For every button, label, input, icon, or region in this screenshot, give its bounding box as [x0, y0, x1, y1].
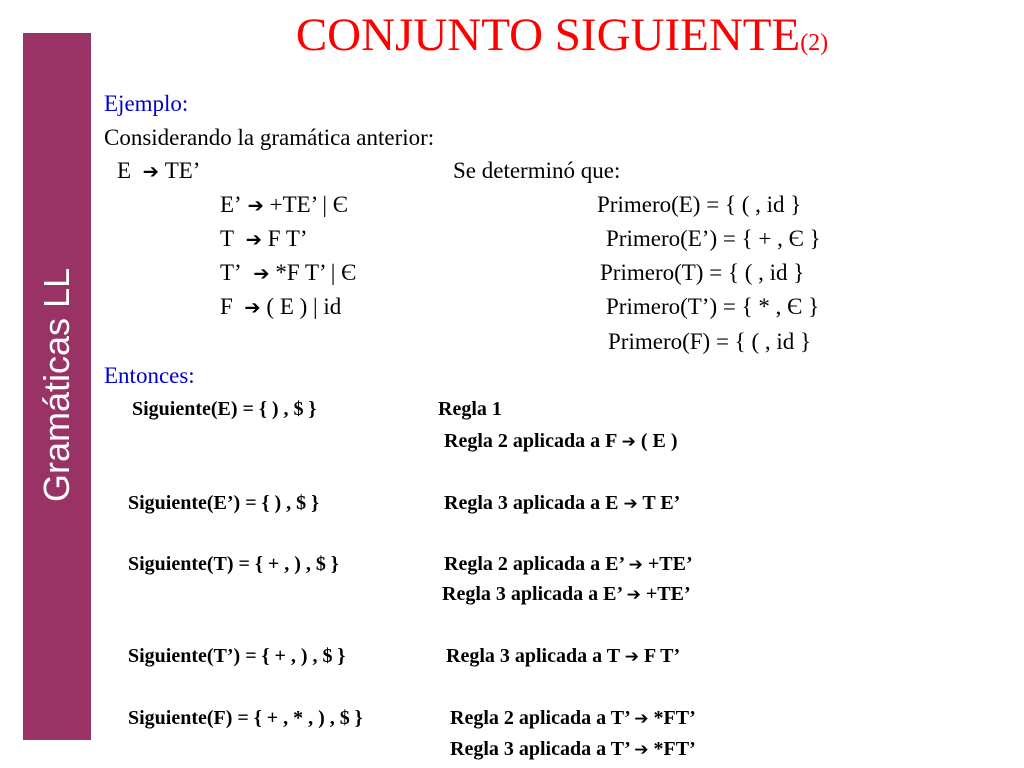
primero-line: Primero(T) = { ( , id }	[600, 260, 805, 285]
siguiente-set: Siguiente(E) = { ) , $ }	[132, 398, 317, 420]
grammar-rule: E ➔ TE’	[117, 158, 201, 183]
siguiente-set: Siguiente(F) = { + , * , ) , $ }	[128, 707, 363, 729]
grammar-rule: E’ ➔ +TE’ | Є	[220, 192, 348, 217]
right-arrow-icon: ➔	[624, 647, 639, 667]
right-arrow-icon: ➔	[142, 160, 159, 183]
regla-line: Regla 2 aplicada a F ➔ ( E )	[444, 430, 678, 452]
regla-line: Regla 3 aplicada a E ➔ T E’	[444, 492, 681, 514]
regla-line: Regla 2 aplicada a E’ ➔ +TE’	[444, 553, 693, 575]
right-arrow-icon: ➔	[245, 228, 262, 251]
right-arrow-icon: ➔	[621, 432, 636, 452]
sidebar-label: Gramáticas LL	[36, 267, 77, 503]
grammar-rule: T’ ➔ *F T’ | Є	[220, 260, 357, 285]
determined-label: Se determinó que:	[453, 158, 621, 183]
regla-line: Regla 3 aplicada a E’ ➔ +TE’	[442, 583, 691, 605]
intro-text: Considerando la gramática anterior:	[104, 125, 435, 150]
slide-title	[0, 8, 1024, 62]
right-arrow-icon: ➔	[244, 296, 261, 319]
regla-line: Regla 3 aplicada a T’ ➔ *FT’	[450, 738, 696, 760]
right-arrow-icon: ➔	[634, 709, 649, 729]
title-main: CONJUNTO SIGUIENTE	[295, 9, 801, 61]
regla-line: Regla 2 aplicada a T’ ➔ *FT’	[450, 707, 696, 729]
grammar-rule: T ➔ F T’	[220, 226, 308, 251]
right-arrow-icon: ➔	[253, 262, 270, 285]
entonces-label: Entonces:	[104, 363, 195, 388]
regla-line: Regla 3 aplicada a T ➔ F T’	[446, 645, 681, 667]
right-arrow-icon: ➔	[634, 740, 649, 760]
grammar-rule: F ➔ ( E ) | id	[220, 294, 342, 319]
title-suffix: (2)	[800, 30, 829, 56]
right-arrow-icon: ➔	[628, 555, 643, 575]
primero-line: Primero(E) = { ( , id }	[597, 192, 802, 217]
ejemplo-label: Ejemplo:	[104, 91, 189, 116]
regla-line: Regla 1	[438, 398, 502, 420]
right-arrow-icon: ➔	[247, 194, 264, 217]
right-arrow-icon: ➔	[626, 585, 641, 605]
siguiente-set: Siguiente(T) = { + , ) , $ }	[128, 553, 339, 575]
siguiente-set: Siguiente(E’) = { ) , $ }	[128, 492, 320, 514]
right-arrow-icon: ➔	[623, 494, 638, 514]
primero-line: Primero(F) = { ( , id }	[608, 329, 812, 354]
siguiente-set: Siguiente(T’) = { + , ) , $ }	[128, 645, 346, 667]
primero-line: Primero(E’) = { + , Є }	[606, 226, 821, 251]
primero-line: Primero(T’) = { * , Є }	[606, 294, 820, 319]
